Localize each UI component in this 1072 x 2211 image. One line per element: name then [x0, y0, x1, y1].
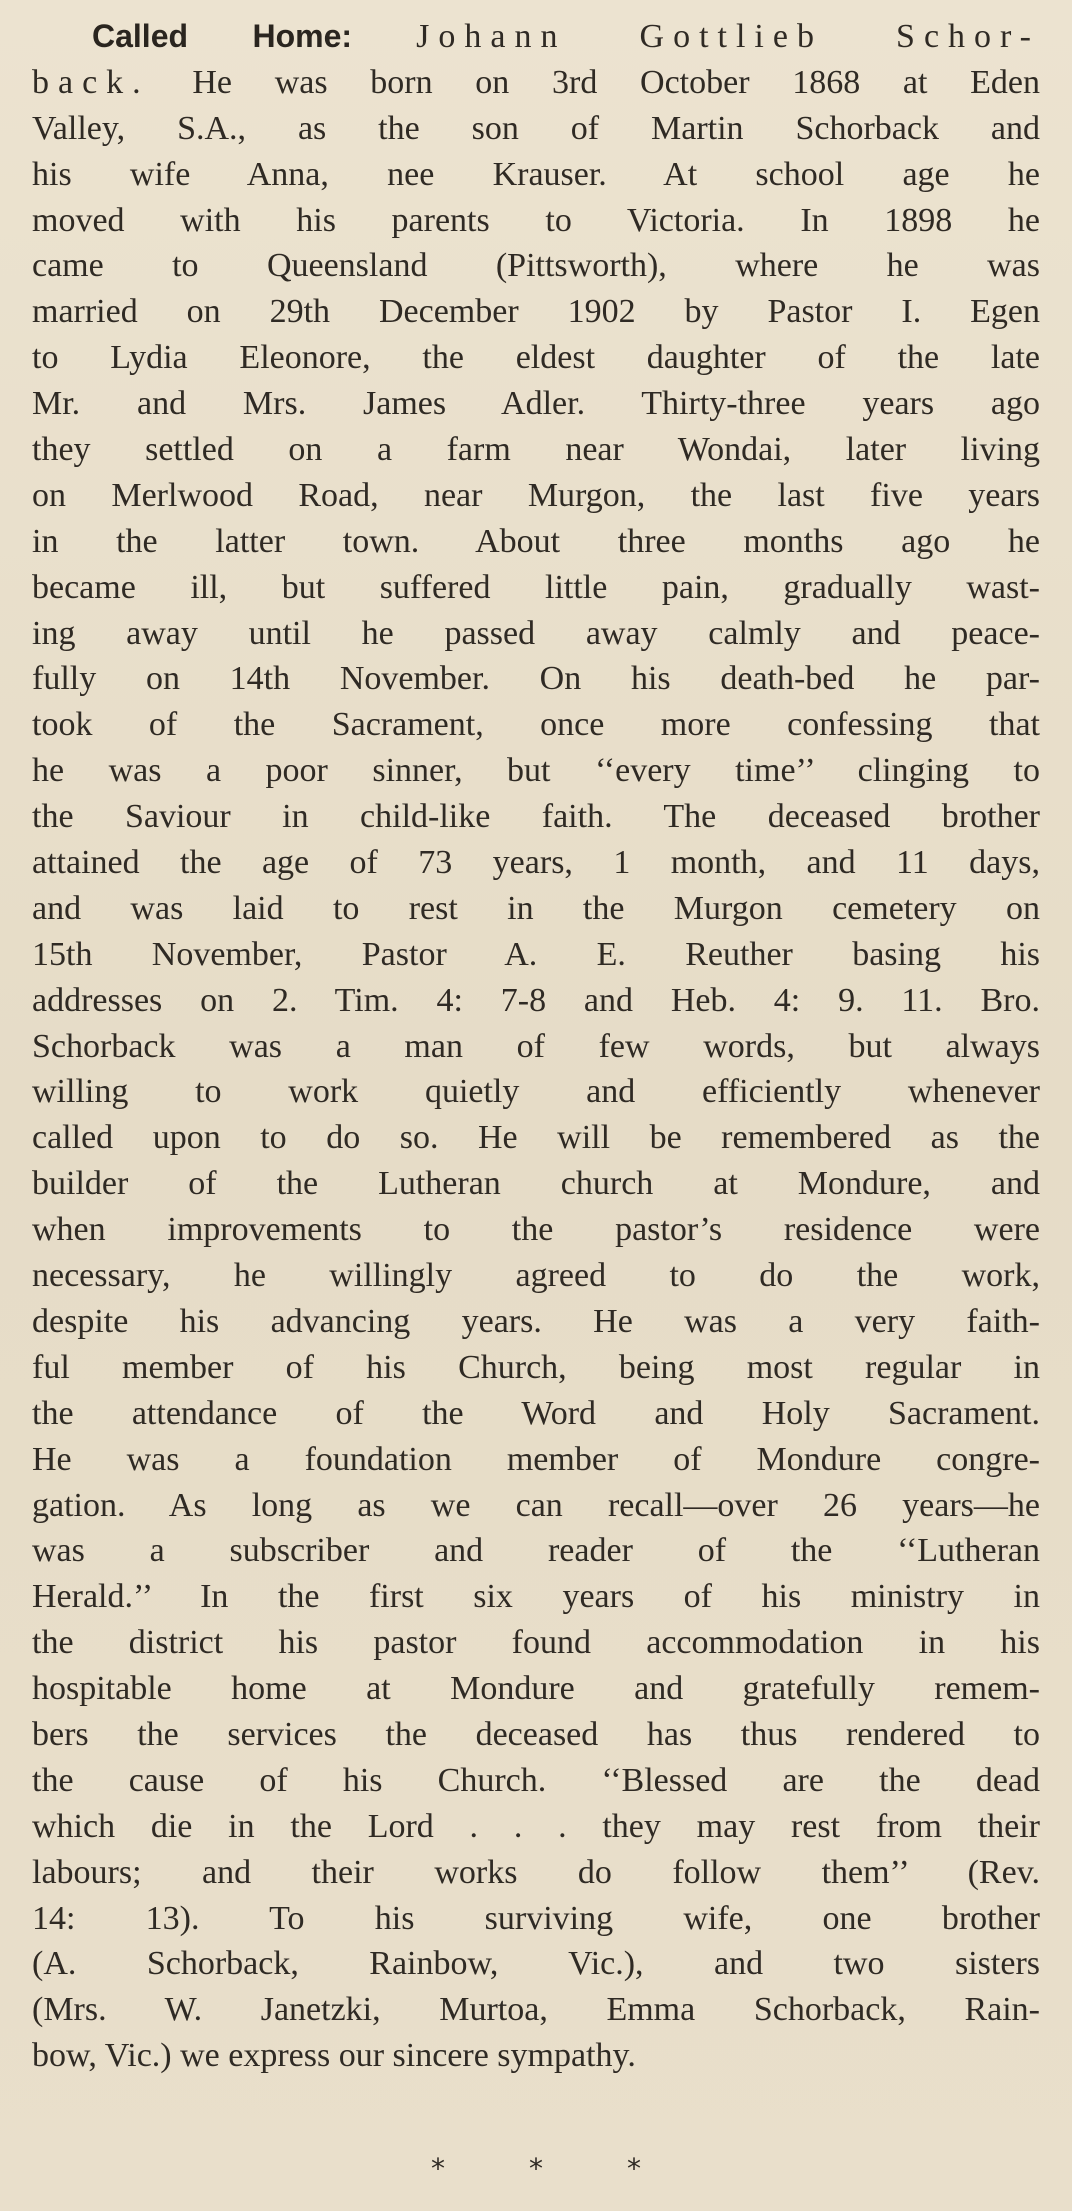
article-line: necessary, he willingly agreed to do the work,	[32, 1257, 1040, 1295]
article-line: (A. Schorback, Rainbow, Vic.), and two sisters	[32, 1945, 1040, 1983]
article-line: called upon to do so. He will be remembered as the	[32, 1119, 1040, 1157]
article-line: the cause of his Church. ‘‘Blessed are the dead	[32, 1761, 1040, 1799]
article-line: the attendance of the Word and Holy Sacrament.	[32, 1394, 1040, 1432]
article-line: willing to work quietly and efficiently whenever	[32, 1073, 1040, 1111]
article-line: despite his advancing years. He was a very faith-	[32, 1302, 1040, 1340]
article-line: married on 29th December 1902 by Pastor I. Egen	[32, 293, 1040, 331]
separator-star: *	[431, 2152, 445, 2185]
article-line: to Lydia Eleonore, the eldest daughter of the late	[32, 339, 1040, 377]
article-line: ing away until he passed away calmly and peace-	[32, 614, 1040, 652]
obituary-article	[32, 14, 1040, 2079]
article-line: hospitable home at Mondure and gratefully remem-	[32, 1670, 1040, 1708]
article-line: ful member of his Church, being most regular in	[32, 1348, 1040, 1386]
article-line: they settled on a farm near Wondai, later living	[32, 431, 1040, 469]
article-name: Johann Gottlieb Schor-	[416, 18, 1041, 55]
article-line: He was a foundation member of Mondure congre-	[32, 1440, 1040, 1478]
article-line-2	[32, 60, 1040, 106]
article-line: builder of the Lutheran church at Mondure, and	[32, 1165, 1040, 1203]
article-line: on Merlwood Road, near Murgon, the last five years	[32, 476, 1040, 514]
article-line: when improvements to the pastor’s residence were	[32, 1211, 1040, 1249]
article-line: (Mrs. W. Janetzki, Murtoa, Emma Schorback, Rain-	[32, 1991, 1040, 2029]
section-separator	[0, 2152, 1072, 2185]
separator-star: *	[529, 2152, 543, 2185]
article-name-continued: back.	[32, 63, 150, 101]
article-line: became ill, but suffered little pain, gradually wast-	[32, 568, 1040, 606]
article-line: addresses on 2. Tim. 4: 7-8 and Heb. 4: 9. 11. Bro.	[32, 981, 1040, 1019]
article-line: Herald.’’ In the first six years of his ministry in	[32, 1578, 1040, 1616]
article-line: attained the age of 73 years, 1 month, and 11 days,	[32, 844, 1040, 882]
article-line-1	[32, 14, 1040, 60]
article-line: Mr. and Mrs. James Adler. Thirty-three years ago	[32, 385, 1040, 423]
article-line: Valley, S.A., as the son of Martin Schorback and	[32, 109, 1040, 147]
article-line: the Saviour in child-like faith. The deceased brother	[32, 798, 1040, 836]
article-line: gation. As long as we can recall—over 26 years—he	[32, 1486, 1040, 1524]
article-text: He was born on 3rd October 1868 at Eden	[149, 63, 1040, 101]
article-line: fully on 14th November. On his death-bed he par-	[32, 660, 1040, 698]
article-line: came to Queensland (Pittsworth), where he was	[32, 247, 1040, 285]
article-line: took of the Sacrament, once more confessing that	[32, 706, 1040, 744]
article-line: labours; and their works do follow them’’ (Rev.	[32, 1853, 1040, 1891]
article-line: 15th November, Pastor A. E. Reuther basing his	[32, 935, 1040, 973]
article-line: in the latter town. About three months ago he	[32, 522, 1040, 560]
article-line: which die in the Lord . . . they may rest from their	[32, 1807, 1040, 1845]
article-line: bow, Vic.) we express our sincere sympathy.	[32, 2037, 636, 2075]
article-lead: Called Home:	[92, 18, 353, 54]
article-line: he was a poor sinner, but ‘‘every time’’ clinging to	[32, 752, 1040, 790]
article-line: 14: 13). To his surviving wife, one brother	[32, 1899, 1040, 1937]
separator-star: *	[627, 2152, 641, 2185]
article-line: the district his pastor found accommodation in his	[32, 1624, 1040, 1662]
article-line: was a subscriber and reader of the ‘‘Lutheran	[32, 1532, 1040, 1570]
article-line: his wife Anna, nee Krauser. At school age he	[32, 155, 1040, 193]
article-line: Schorback was a man of few words, but always	[32, 1027, 1040, 1065]
article-line: bers the services the deceased has thus rendered to	[32, 1715, 1040, 1753]
article-line: and was laid to rest in the Murgon cemetery on	[32, 889, 1040, 927]
article-line: moved with his parents to Victoria. In 1898 he	[32, 201, 1040, 239]
